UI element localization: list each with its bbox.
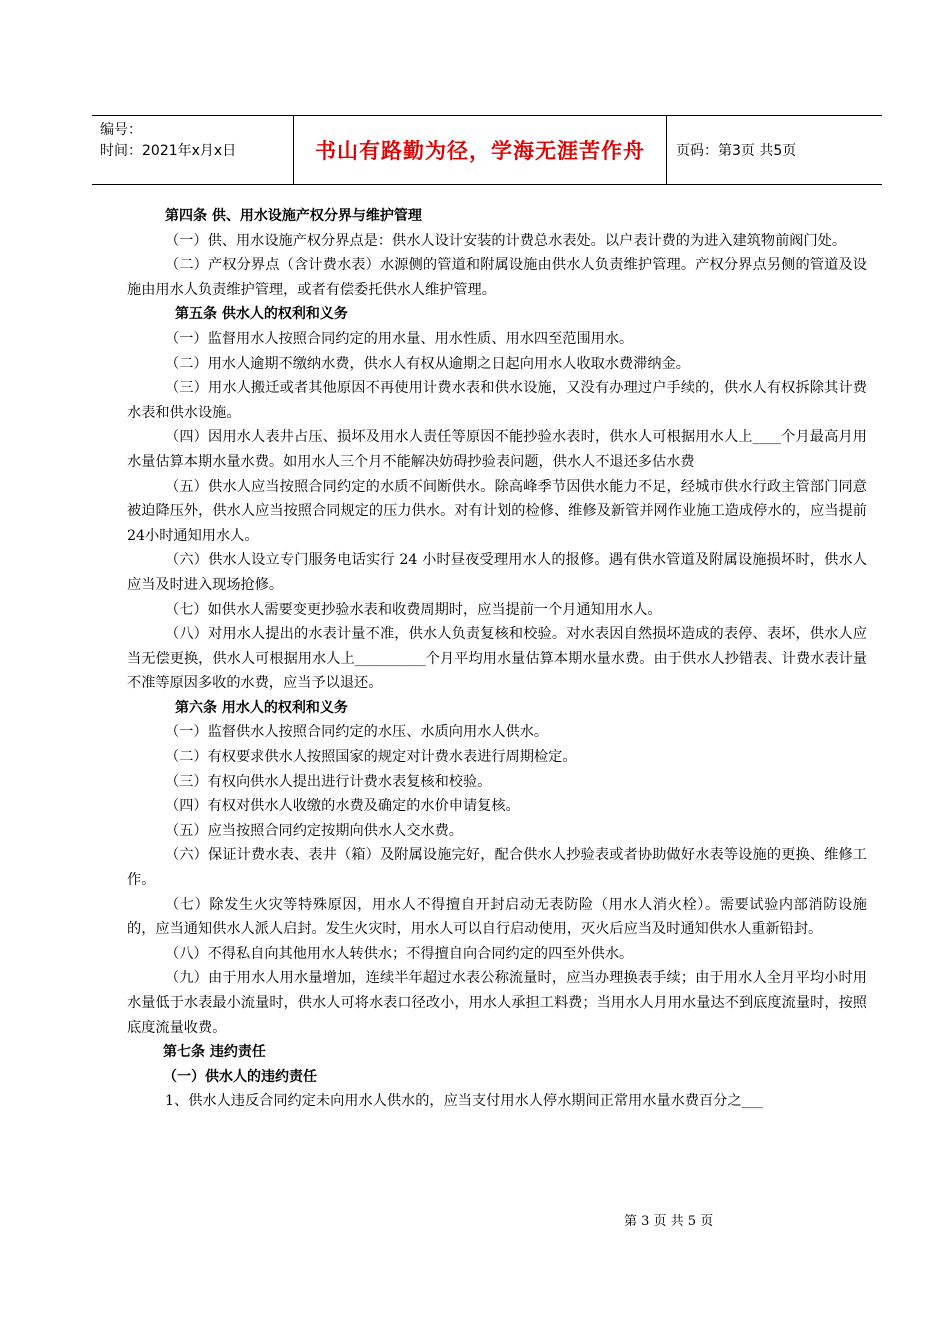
paragraph: （六）保证计费水表、表井（箱）及附属设施完好，配合供水人抄验表或者协助做好水表等设施的更换、维修工作。 bbox=[127, 847, 867, 889]
paragraph: （七）除发生火灾等特殊原因，用水人不得擅自开封启动无表防险（用水人消火栓）。需要试验内部消防设施的，应当通知供水人派人启封。发生火灾时，用水人可以自行启动使用，灭火后应当及时通知供水人重新铅封。 bbox=[127, 896, 867, 938]
section-heading: 第五条 供水人的权利和义务 bbox=[175, 306, 348, 323]
paragraph: （五）供水人应当按照合同约定的水质不间断供水。除高峰季节因供水能力不足，经城市供水行政主管部门同意被迫降压外，供水人应当按照合同规定的压力供水。对有计划的检修、维修及新管并网作业施工造成停水的，应当提前24小时通知用水人。 bbox=[127, 478, 867, 544]
paragraph: （一）供、用水设施产权分界点是：供水人设计安装的计费总水表处。以户表计费的为进入建筑物前阀门处。 bbox=[165, 232, 847, 249]
page-footer: 第 3 页 共 5 页 bbox=[624, 1214, 714, 1229]
paragraph: （二）产权分界点（含计费水表）水源侧的管道和附属设施由供水人负责维护管理。产权分界点另侧的管道及设施由用水人负责维护管理，或者有偿委托供水人维护管理。 bbox=[127, 257, 867, 298]
header-motto: 书山有路勤为径，学海无涯苦作舟 bbox=[315, 139, 645, 163]
page-header bbox=[92, 115, 882, 185]
paragraph: （三）有权向供水人提出进行计费水表复核和校验。 bbox=[165, 773, 492, 790]
section-heading: 第六条 用水人的权利和义务 bbox=[175, 699, 348, 716]
header-meta bbox=[100, 120, 290, 162]
header-divider bbox=[666, 116, 667, 184]
paragraph: （一）监督用水人按照合同约定的用水量、用水性质、用水四至范围用水。 bbox=[165, 330, 634, 347]
paragraph: （二）有权要求供水人按照国家的规定对计费水表进行周期检定。 bbox=[165, 749, 577, 766]
paragraph: （九）由于用水人用水量增加，连续半年超过水表公称流量时，应当办理换表手续；由于用水人全月平均小时用水量低于水表最小流量时，供水人可将水表口径改小，用水人承担工料费；当用水人月用水量达不到底度流量时，按照底度流量收费。 bbox=[127, 970, 867, 1036]
paragraph: （三）用水人搬迁或者其他原因不再使用计费水表和供水设施，又没有办理过户手续的，供水人有权拆除其计费水表和供水设施。 bbox=[127, 380, 867, 421]
number-label: 编号： bbox=[100, 122, 142, 138]
paragraph: （四）因用水人表井占压、损坏及用水人责任等原因不能抄验水表时，供水人可根据用水人上____个月最高月用水量估算本期水量水费。如用水人三个月不能解决妨碍抄验表问题，供水人不退还多估水费 bbox=[127, 429, 867, 470]
paragraph: （七）如供水人需要变更抄验水表和收费周期时，应当提前一个月通知用水人。 bbox=[165, 601, 662, 618]
paragraph: （四）有权对供水人收缴的水费及确定的水价申请复核。 bbox=[165, 798, 520, 815]
paragraph: （五）应当按照合同约定按期向供水人交水费。 bbox=[165, 822, 463, 839]
page-number-label: 页码：第3页 共5页 bbox=[676, 143, 797, 159]
paragraph: （一）监督供水人按照合同约定的水压、水质向用水人供水。 bbox=[165, 724, 549, 741]
paragraph: （六）供水人设立专门服务电话实行 24 小时昼夜受理用水人的报修。遇有供水管道及附属设施损坏时，供水人应当及时进入现场抢修。 bbox=[127, 552, 867, 593]
paragraph: （八）对用水人提出的水表计量不准，供水人负责复核和校验。对水表因自然损坏造成的表停、表坏，供水人应当无偿更换，供水人可根据用水人上__________个月平均用水量估算本期水量水费。由于供水人抄错表、计费水表计量不准等原因多收的水费，应当予以退还。 bbox=[127, 626, 867, 692]
paragraph: （八）不得私自向其他用水人转供水；不得擅自向合同约定的四至外供水。 bbox=[165, 945, 634, 962]
time-label: 时间：2021年x月x日 bbox=[100, 143, 237, 159]
subsection-heading: （一）供水人的违约责任 bbox=[163, 1068, 317, 1085]
section-heading: 第七条 违约责任 bbox=[163, 1044, 266, 1061]
document-body bbox=[127, 204, 867, 1114]
section-heading: 第四条 供、用水设施产权分界与维护管理 bbox=[165, 208, 422, 224]
paragraph: 1、供水人违反合同约定未向用水人供水的，应当支付用水人停水期间正常用水量水费百分之___ bbox=[165, 1093, 763, 1110]
paragraph: （二）用水人逾期不缴纳水费，供水人有权从逾期之日起向用水人收取水费滞纳金。 bbox=[165, 355, 690, 372]
